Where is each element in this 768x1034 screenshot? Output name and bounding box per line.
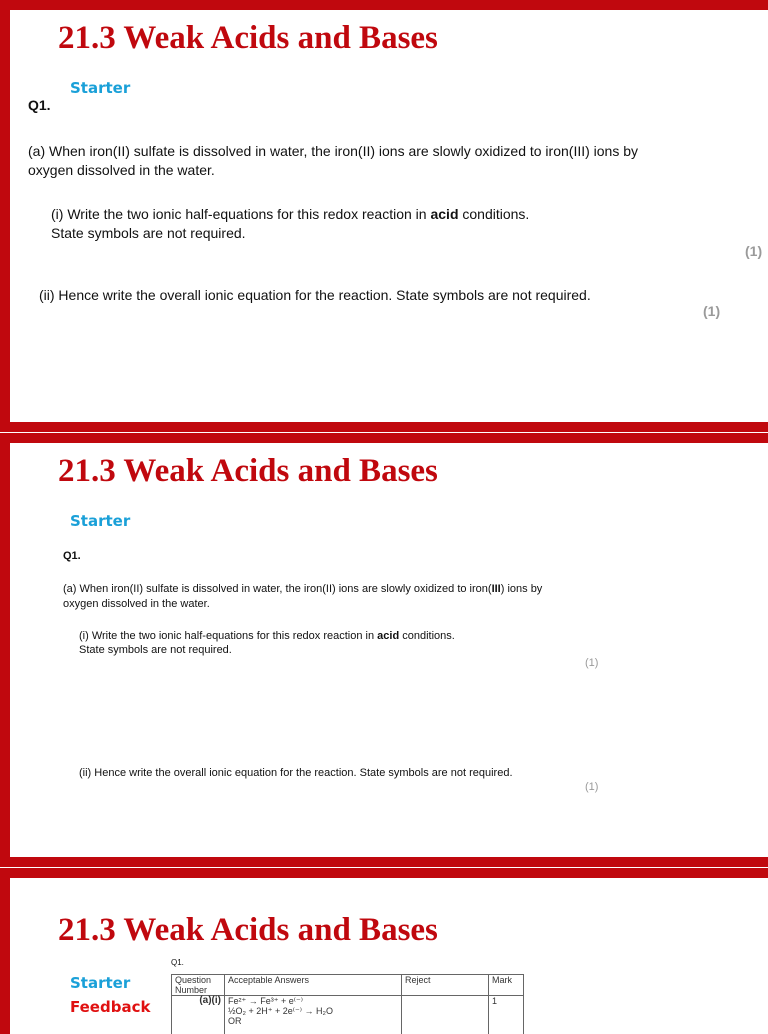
slide-3 xyxy=(0,868,768,1034)
part-i-line-1 xyxy=(51,206,529,222)
part-i-text: (i) Write the two ionic half-equations for this redox reaction in xyxy=(51,206,430,222)
slide-2-content xyxy=(10,443,768,857)
part-a-line-1 xyxy=(63,583,542,595)
header-acceptable-answers: Acceptable Answers xyxy=(225,975,402,996)
answer-line-3: OR xyxy=(228,1016,398,1026)
markscheme-table xyxy=(171,974,524,1034)
answer-line-1: Fe²⁺ → Fe³⁺ + e⁽⁻⁾ xyxy=(228,996,398,1006)
mark-ii: (1) xyxy=(585,781,598,793)
mark-ii: (1) xyxy=(703,303,720,319)
part-i-text-end: conditions. xyxy=(459,206,530,222)
part-a-bold: III xyxy=(492,583,501,595)
slide-title: 21.3 Weak Acids and Bases xyxy=(58,912,438,949)
row-answers xyxy=(225,996,402,1034)
part-ii-text: (ii) Hence write the overall ionic equation for the reaction. State symbols are not required. xyxy=(79,767,513,779)
part-i-line-1 xyxy=(79,630,455,642)
slide-title: 21.3 Weak Acids and Bases xyxy=(58,453,438,490)
starter-label: Starter xyxy=(70,974,130,992)
slide-1-content xyxy=(10,10,768,422)
table-header-row xyxy=(172,975,524,996)
header-reject: Reject xyxy=(402,975,489,996)
part-i-line-2: State symbols are not required. xyxy=(51,225,246,241)
part-i-text-end: conditions. xyxy=(399,630,455,642)
slide-title: 21.3 Weak Acids and Bases xyxy=(58,20,438,57)
part-i-bold: acid xyxy=(377,630,399,642)
slide-2 xyxy=(0,433,768,867)
part-a-line-1: (a) When iron(II) sulfate is dissolved in water, the iron(II) ions are slowly oxidized to iron(III) ions by xyxy=(28,143,638,159)
question-label: Q1. xyxy=(28,97,51,113)
mark-i: (1) xyxy=(745,243,762,259)
part-i-bold: acid xyxy=(430,206,458,222)
starter-label: Starter xyxy=(70,79,130,97)
row-mark: 1 xyxy=(489,996,524,1034)
slide-1 xyxy=(0,0,768,432)
part-a-text-end: ) ions by xyxy=(501,583,543,595)
part-a-text: (a) When iron(II) sulfate is dissolved in water, the iron(II) ions are slowly oxidized to iron( xyxy=(63,583,492,595)
answer-line-2: ½O₂ + 2H⁺ + 2e⁽⁻⁾ → H₂O xyxy=(228,1006,398,1016)
table-row xyxy=(172,996,524,1034)
header-question-number: Question Number xyxy=(172,975,225,996)
feedback-label: Feedback xyxy=(70,998,150,1016)
question-label: Q1. xyxy=(171,958,184,967)
mark-i: (1) xyxy=(585,657,598,669)
row-reject xyxy=(402,996,489,1034)
part-i-line-2: State symbols are not required. xyxy=(79,644,232,656)
header-mark: Mark xyxy=(489,975,524,996)
slide-3-content xyxy=(10,878,768,1034)
part-i-text: (i) Write the two ionic half-equations for this redox reaction in xyxy=(79,630,377,642)
part-ii-text: (ii) Hence write the overall ionic equation for the reaction. State symbols are not required. xyxy=(39,287,591,303)
row-question-label: (a)(i) xyxy=(172,996,225,1034)
starter-label: Starter xyxy=(70,512,130,530)
question-label: Q1. xyxy=(63,550,81,562)
part-a-line-2: oxygen dissolved in the water. xyxy=(63,598,210,610)
part-a-line-2: oxygen dissolved in the water. xyxy=(28,162,215,178)
